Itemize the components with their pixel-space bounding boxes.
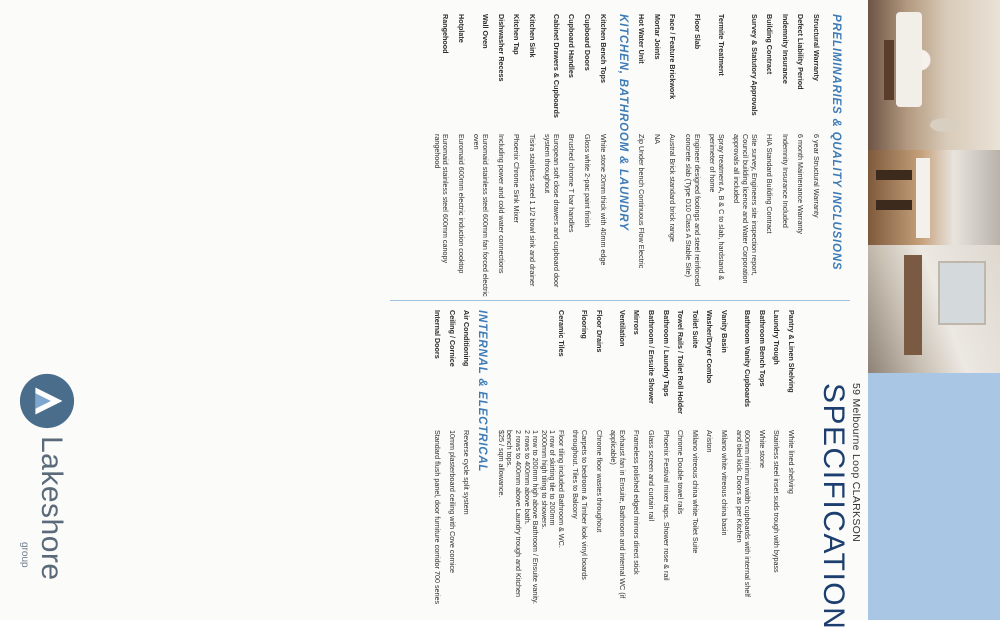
kitchen-heading: KITCHEN, BATHROOM & LAUNDRY bbox=[616, 14, 629, 231]
bench-shape bbox=[916, 158, 930, 238]
spec-term: Ventilation bbox=[617, 310, 627, 347]
spec-description: Chrome Double towel rails bbox=[676, 430, 686, 515]
spec-term: Ceiling / Cornice bbox=[447, 310, 457, 367]
brand-name: Lakeshore bbox=[35, 436, 68, 581]
property-address: 59 Melbourne Loop CLARKSON bbox=[850, 383, 862, 542]
spec-term: Building Contract bbox=[765, 14, 775, 75]
spec-row bbox=[734, 310, 751, 608]
spec-description: Phoenix Festival mixer taps. Shower rose & rail bbox=[661, 430, 671, 581]
spec-term: Kitchen Sink bbox=[527, 14, 537, 58]
spec-row bbox=[661, 310, 670, 608]
spec-row bbox=[432, 310, 441, 608]
spec-description: Austral Brick standard brick range bbox=[668, 134, 678, 242]
lamp-shape bbox=[930, 118, 960, 132]
spec-term: Defect Liability Period bbox=[796, 14, 806, 90]
spec-row bbox=[732, 14, 758, 298]
spec-term: Toilet Suite bbox=[690, 310, 700, 349]
spec-row bbox=[780, 14, 789, 298]
spec-row bbox=[757, 310, 766, 608]
spec-row bbox=[594, 310, 603, 608]
spec-description: Glass screen and curtain rail bbox=[647, 430, 657, 522]
spec-row bbox=[646, 310, 655, 608]
spec-row bbox=[676, 310, 685, 608]
spec-description: Engineer designed footings and steel reinforced concrete slab (Type D10 Class A Stable Site) bbox=[684, 134, 702, 287]
stool-shape bbox=[876, 200, 912, 210]
spec-description: Chrome floor wastes throughout bbox=[594, 430, 604, 533]
page-title: SPECIFICATION bbox=[817, 383, 850, 630]
spec-term: Kitchen Tap bbox=[512, 14, 522, 55]
spec-description: 600mm minimum width cupboards with internal shelf and tiled kick. Doors as per Kitchen bbox=[734, 430, 753, 597]
spec-description: Reverse cycle split system bbox=[462, 430, 472, 515]
spec-term: Dishwasher Recess bbox=[496, 14, 506, 82]
spec-row bbox=[512, 14, 521, 298]
spec-term: Flooring bbox=[580, 310, 590, 339]
spec-row bbox=[786, 310, 795, 608]
spec-row bbox=[796, 14, 805, 298]
spec-term: Bathroom Vanity Cupboards bbox=[743, 310, 753, 408]
brand-suffix: group bbox=[19, 542, 30, 568]
spec-row bbox=[462, 310, 471, 608]
spec-description: NA bbox=[652, 134, 662, 144]
spec-description: Euromaid stainless steel 600mm canopy rangehood bbox=[432, 134, 451, 264]
spec-row bbox=[432, 14, 449, 298]
living-room-photo bbox=[868, 0, 1000, 150]
spec-row bbox=[496, 310, 565, 608]
bathroom-photo bbox=[868, 245, 1000, 373]
spec-term: Floor Drains bbox=[594, 310, 604, 353]
spec-term: Indemnity Insurance bbox=[780, 14, 790, 84]
spec-term: Mirrors bbox=[632, 310, 642, 335]
kitchen-photo bbox=[868, 150, 1000, 245]
spec-term: Kitchen Bench Tops bbox=[598, 14, 608, 83]
spec-row bbox=[496, 14, 505, 298]
spec-term: Internal Doors bbox=[432, 310, 442, 359]
spec-row bbox=[472, 14, 489, 298]
spec-term: Cupboard Doors bbox=[583, 14, 593, 71]
spec-description: Milano white vitreous china basin bbox=[720, 430, 730, 536]
vanity-shape bbox=[904, 255, 922, 355]
spec-term: Washer/Dryer Combo bbox=[705, 310, 715, 384]
spec-row bbox=[609, 310, 626, 608]
spec-term: Laundry Trough bbox=[772, 310, 782, 365]
spec-description: White stone bbox=[757, 430, 767, 468]
coffee-table-shape bbox=[884, 40, 894, 100]
spec-description: Floor tiling included Bathroom & WC. 1 row of skirting tile to 200mm 2000mm high tiling to showers. 1 row to 200mm high above Bathroom / Ensuite vanity. 2 rows to 400mm above bath. 2 rows to 400mm above Laundry trough and Kitchen bench tops. $25 / sqm allowance. bbox=[496, 430, 566, 605]
spec-row bbox=[567, 14, 576, 298]
spec-description: Euromaid stainless steel 600mm fan forced electric oven bbox=[472, 134, 490, 297]
spec-row bbox=[598, 14, 607, 298]
spec-term: Bathroom / Ensuite Shower bbox=[647, 310, 657, 404]
spec-term: Pantry & Linen Shelving bbox=[787, 310, 796, 393]
spec-description: Gloss white 2-pac paint finish bbox=[583, 134, 593, 228]
couch-shape bbox=[896, 12, 922, 107]
spec-term: Hotplate bbox=[456, 14, 466, 43]
spec-description: 6 year Structural Warranty bbox=[812, 134, 821, 218]
spec-term: Vanity Basin bbox=[720, 310, 730, 353]
spec-term: Rangehood bbox=[441, 14, 451, 54]
spec-description: 10mm plasterboard ceiling with Cove cornice bbox=[447, 430, 457, 574]
spec-description: Exhaust fan in Ensuite, Bathroom and internal WC (if applicable) bbox=[609, 430, 627, 599]
spec-description: 6 month Maintenance Warranty bbox=[796, 134, 806, 235]
spec-description: Carpets to bedroom & Timber look vinyl boards throughout. Tiles to Balcony bbox=[571, 430, 590, 580]
spec-term: Bathroom / Laundry Taps bbox=[661, 310, 671, 397]
left-column bbox=[425, 14, 842, 298]
spec-description: Site survey, Engineers site inspection report, Council building licence and Water Corporation approvals all included bbox=[732, 134, 759, 284]
spec-term: Survey & Statutory Approvals bbox=[749, 14, 759, 116]
brand-logo bbox=[8, 372, 78, 592]
spec-term: Cabinet Drawers & Cupboards bbox=[551, 14, 561, 118]
spec-description: White lined shelving bbox=[787, 430, 796, 494]
spec-description: Zip Under bench Continuous Flow Electric bbox=[637, 134, 647, 269]
spec-description: HIA Standard Building Contract bbox=[765, 134, 775, 234]
spec-description: Phoenix Chrome Sink Mixer bbox=[512, 134, 522, 224]
spec-description: Standard flush panel, door furniture corridor 700 series bbox=[432, 430, 442, 605]
spec-row bbox=[690, 310, 699, 608]
spec-row bbox=[571, 310, 588, 608]
spec-term: Termite Treatment bbox=[716, 14, 726, 76]
spec-row bbox=[705, 310, 714, 608]
spec-row bbox=[708, 14, 725, 298]
spec-row bbox=[668, 14, 677, 298]
spec-term: Cupboard Handles bbox=[567, 14, 577, 78]
photo-strip bbox=[868, 0, 1000, 620]
spec-description: Indemnity Insurance Included bbox=[780, 134, 790, 228]
spec-row bbox=[447, 310, 456, 608]
spec-row bbox=[811, 14, 820, 298]
spec-description: European soft close drawers and cupboard door system throughout bbox=[543, 134, 561, 288]
spec-term: Hot Water Unit bbox=[637, 14, 647, 64]
spec-description: Tisira stainless steel 1 1/2 bowl sink and drainer bbox=[527, 134, 537, 287]
spec-row bbox=[456, 14, 465, 298]
spec-row bbox=[637, 14, 646, 298]
stool-shape bbox=[876, 170, 912, 180]
spec-description: Milano vitreous china white Toilet Suite bbox=[690, 430, 700, 554]
internal-heading: INTERNAL & ELECTRICAL bbox=[476, 310, 489, 473]
spec-description: Frameless polished edged mirrors direct stick bbox=[632, 430, 642, 575]
spec-description: Ariston bbox=[705, 430, 715, 453]
internal-list bbox=[432, 310, 470, 608]
spec-term: Structural Warranty bbox=[812, 14, 821, 81]
spec-term: Floor Slab bbox=[692, 14, 702, 50]
spec-description: Spray treatment A, B & C to slab, hardstand & perimeter of home bbox=[708, 134, 726, 281]
bathroom-list bbox=[496, 310, 795, 608]
spec-description: Euromaid 600mm electric induction cooktop bbox=[456, 134, 466, 274]
mirror-shape bbox=[938, 261, 986, 325]
spec-term: Towel Rails / Toilet Roll Holder bbox=[676, 310, 686, 414]
header-band bbox=[868, 373, 1000, 620]
kitchen-list bbox=[432, 14, 607, 298]
spec-term: Wall Oven bbox=[480, 14, 490, 49]
spec-term: Bathroom Bench Tops bbox=[757, 310, 767, 387]
spec-row bbox=[683, 14, 700, 298]
spec-term: Mortar Joints bbox=[652, 14, 662, 60]
preliminaries-list bbox=[637, 14, 820, 298]
spec-row bbox=[765, 14, 774, 298]
spec-row bbox=[527, 14, 536, 298]
spec-row bbox=[719, 310, 728, 608]
preliminaries-heading: PRELIMINARIES & QUALITY INCLUSIONS bbox=[830, 14, 842, 271]
spec-term: Air Conditioning bbox=[462, 310, 472, 367]
spec-description: Including power and cold water connections bbox=[496, 134, 506, 274]
spec-row bbox=[772, 310, 781, 608]
spec-row bbox=[583, 14, 592, 298]
spec-row bbox=[632, 310, 641, 608]
spec-row bbox=[652, 14, 661, 298]
spec-term: Face / Feature Brickwork bbox=[668, 14, 678, 100]
lakeshore-logo-mark-icon bbox=[18, 372, 76, 430]
spec-description: Stainless steel inset suds trough with bypass bbox=[772, 430, 782, 573]
spec-row bbox=[543, 14, 560, 298]
spec-description: Brushed chrome T bar handles bbox=[567, 134, 577, 233]
spec-description: White stone 20mm thick with 40mm edge bbox=[598, 134, 608, 266]
column-divider bbox=[390, 300, 850, 301]
spec-term: Ceramic Tiles bbox=[556, 310, 566, 357]
right-column bbox=[426, 310, 795, 608]
